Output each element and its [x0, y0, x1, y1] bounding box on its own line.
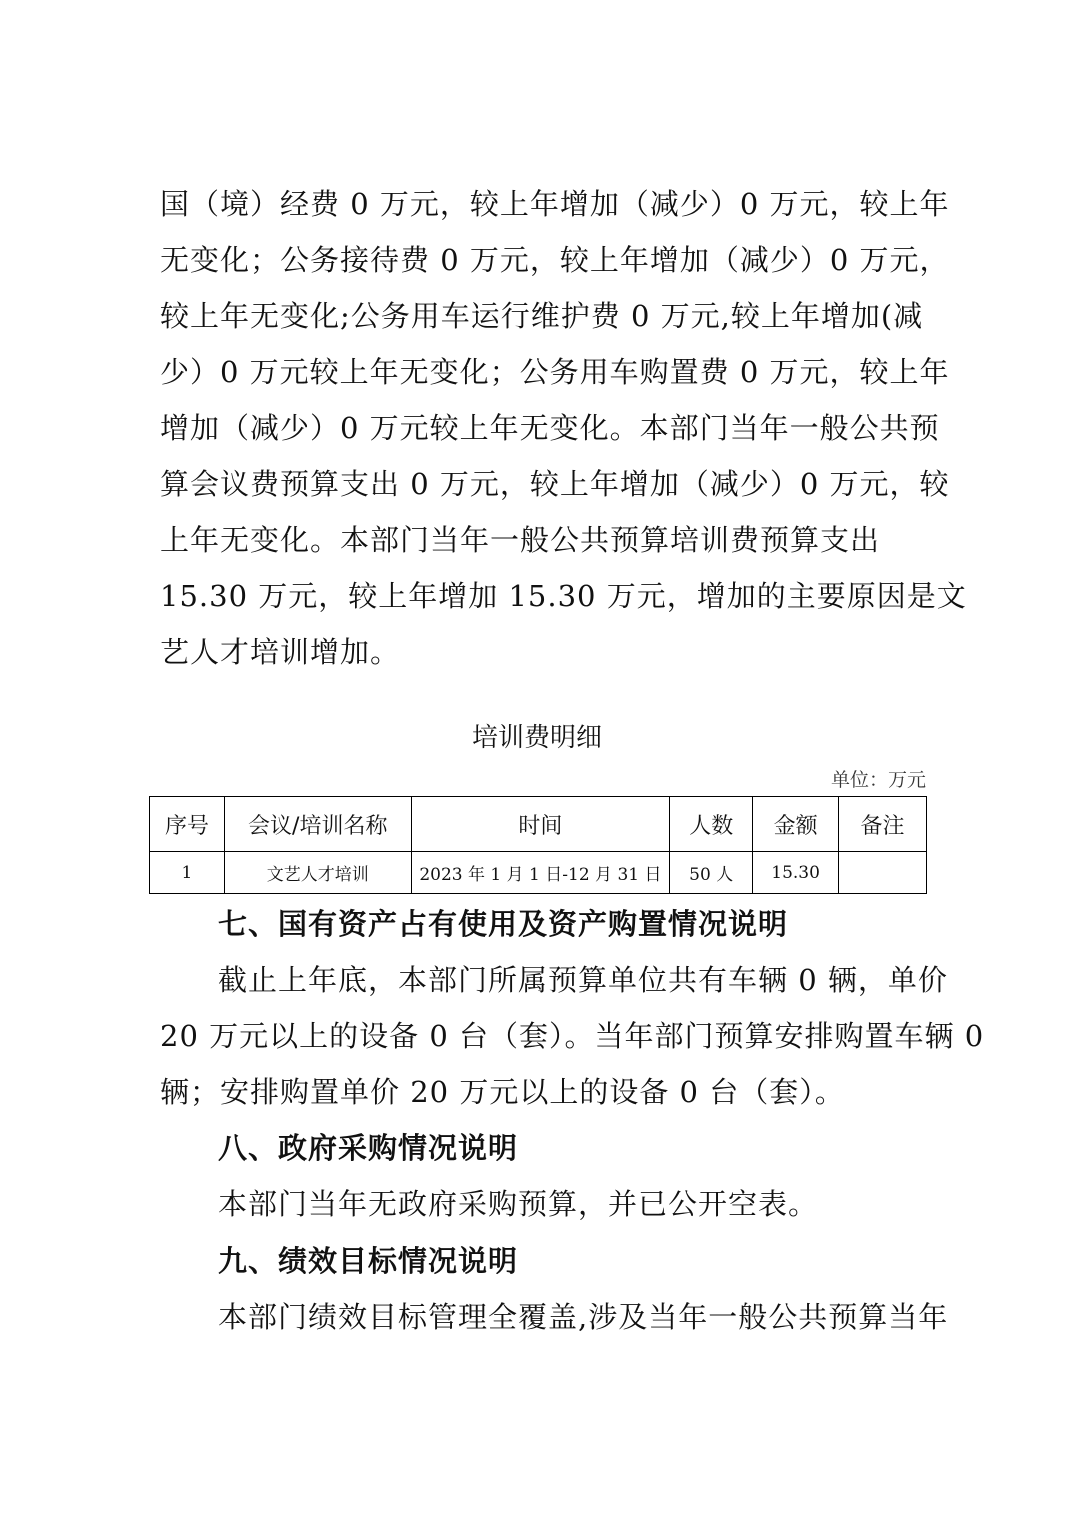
table-unit: 单位：万元 [830, 769, 926, 791]
section7-line: 截止上年底，本部门所属预算单位共有车辆 0 辆，单价 [218, 963, 948, 997]
cell-people: 50 人 [670, 852, 753, 894]
cell-name: 文艺人才培训 [224, 852, 411, 894]
paragraph-line: 少）0 万元较上年无变化；公务用车购置费 0 万元，较上年 [160, 355, 950, 389]
section8-line: 本部门当年无政府采购预算，并已公开空表。 [218, 1187, 819, 1221]
table-title: 培训费明细 [471, 723, 602, 753]
table-row [150, 852, 927, 894]
paragraph-line: 较上年无变化;公务用车运行维护费 0 万元,较上年增加(减 [160, 299, 924, 333]
header-index: 序号 [150, 797, 225, 852]
header-remark: 备注 [839, 797, 927, 852]
paragraph-line: 增加（减少）0 万元较上年无变化。本部门当年一般公共预 [160, 411, 940, 445]
cell-remark [839, 852, 927, 894]
section7-line: 辆；安排购置单价 20 万元以上的设备 0 台（套）。 [160, 1075, 845, 1109]
paragraph-line: 国（境）经费 0 万元，较上年增加（减少）0 万元，较上年 [160, 187, 950, 221]
section7-line: 20 万元以上的设备 0 台（套）。当年部门预算安排购置车辆 0 [160, 1019, 985, 1053]
header-name: 会议/培训名称 [224, 797, 411, 852]
paragraph-line: 15.30 万元，较上年增加 15.30 万元，增加的主要原因是文 [160, 579, 967, 613]
header-time: 时间 [411, 797, 670, 852]
section9-heading: 九、绩效目标情况说明 [218, 1244, 519, 1278]
header-amount: 金额 [753, 797, 839, 852]
training-fee-table [149, 796, 927, 894]
cell-amount: 15.30 [753, 852, 839, 894]
paragraph-line: 上年无变化。本部门当年一般公共预算培训费预算支出 [160, 523, 881, 557]
paragraph-line: 艺人才培训增加。 [160, 635, 401, 669]
cell-index: 1 [150, 852, 225, 894]
header-people: 人数 [670, 797, 753, 852]
section7-heading: 七、国有资产占有使用及资产购置情况说明 [218, 907, 789, 941]
section8-heading: 八、政府采购情况说明 [218, 1131, 519, 1165]
paragraph-line: 无变化；公务接待费 0 万元，较上年增加（减少）0 万元， [160, 243, 950, 277]
section9-line: 本部门绩效目标管理全覆盖,涉及当年一般公共预算当年 [218, 1300, 949, 1334]
table-header-row [150, 797, 927, 852]
paragraph-line: 算会议费预算支出 0 万元，较上年增加（减少）0 万元，较 [160, 467, 950, 501]
cell-time: 2023 年 1 月 1 日-12 月 31 日 [411, 852, 670, 894]
